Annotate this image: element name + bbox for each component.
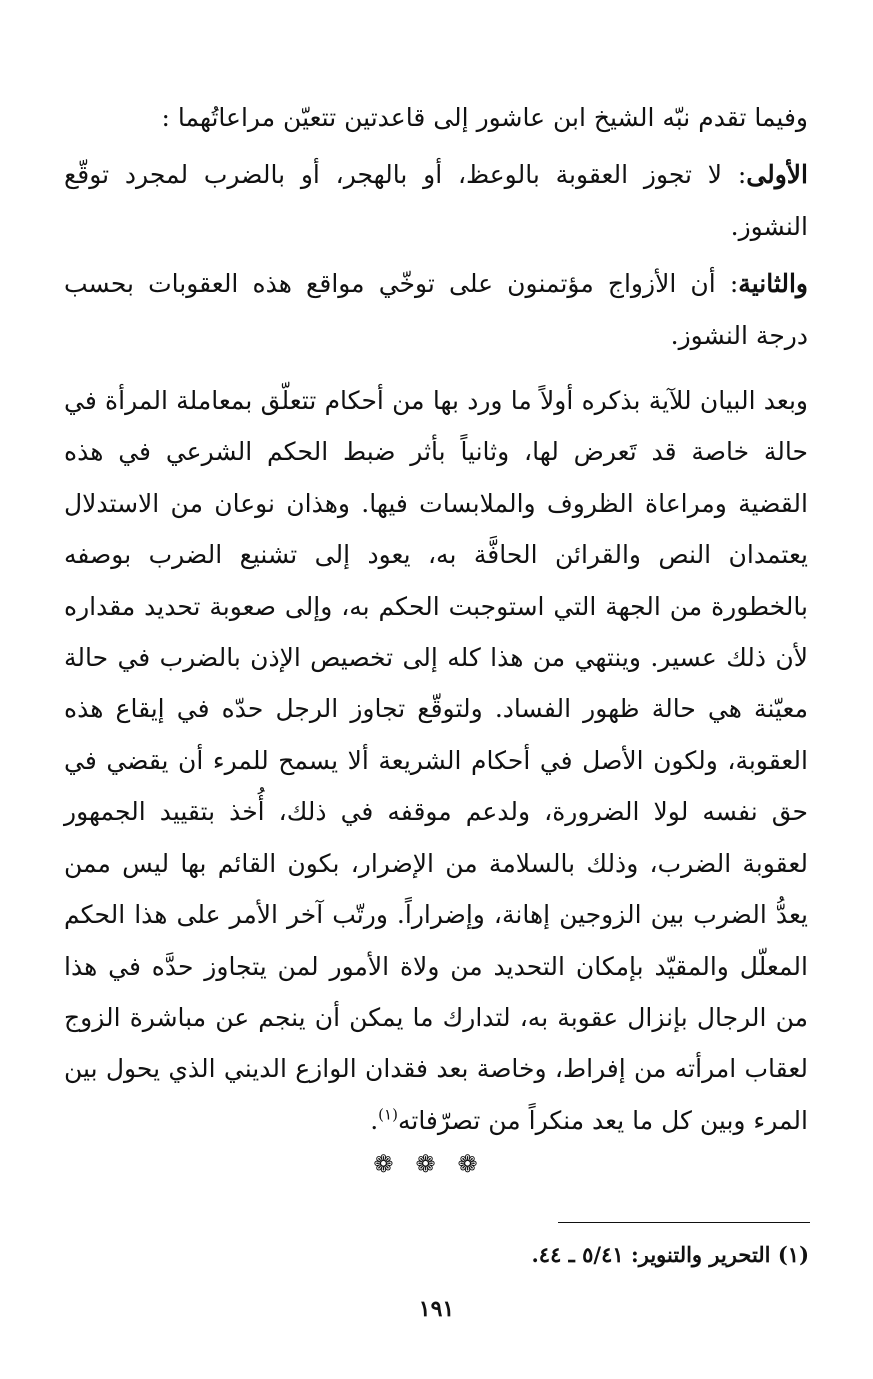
main-paragraph-end: .	[370, 1105, 379, 1135]
footnote-citation: : ٥/٤١ ـ ٤٤.	[531, 1242, 639, 1267]
footnote-divider	[558, 1222, 810, 1223]
flower-ornament-icon: ❁	[457, 1150, 500, 1178]
footnote	[65, 1240, 809, 1270]
footnote-marker: (١)	[777, 1242, 809, 1267]
intro-text: وفيما تقدم نبّه الشيخ ابن عاشور إلى قاعدتين تتعيّن مراعاتُهما :	[161, 103, 808, 132]
second-rule-text: : أن الأزواج مؤتمنون على توخّي مواقع هذه العقوبات بحسب درجة النشوز.	[64, 269, 808, 350]
intro-paragraph	[64, 92, 808, 143]
page-number: ١٩١	[418, 1296, 455, 1322]
footnote-reference[interactable]: (١)	[378, 1105, 398, 1124]
main-paragraph-text: وبعد البيان للآية بذكره أولاً ما ورد بها من أحكام تتعلّق بمعاملة المرأة في حالة خاصة قد تَعرض لها، وثانياً بأثر ضبط الحكم الشرعي في هذه القضية ومراعاة الظروف والملابسات فيها. وهذان نوعان من الاستدلال يعتمدان النص والقرائن الحافَّة به، يعود إلى تشنيع الضرب بوصفه بالخطورة من الجهة التي استوجبت الحكم به، وإلى صعوبة تحديد مقداره لأن ذلك عسير. وينتهي من هذا كله إلى تخصيص الإذن بالضرب في حالة معيّنة هي حالة ظهور الفساد. ولتوقّع تجاوز الرجل حدّه في إيقاع هذه العقوبة، ولكون الأصل في أحكام الشريعة ألا يسمح للمرء أن يقضي في حق نفسه لولا الضرورة، ولدعم موقفه في ذلك، أُخذ بتقييد الجمهور لعقوبة الضرب، وذلك بالسلامة من الإضرار، بكون القائم بها ليس ممن يعدُّ الضرب بين الزوجين إهانة، وإضراراً. ورتّب آخر الأمر على هذا الحكم المعلّل والمقيّد بإمكان التحديد من ولاة الأمور لمن يتجاوز حدَّه في هذا من الرجال بإنزال عقوبة به، لتدارك ما يمكن أن ينجم عن مباشرة الزوج لعقاب امرأته من إفراط، وخاصة بعد فقدان الوازع الديني الذي يحول بين المرء وبين كل ما يعد منكراً من تصرّفاته	[64, 386, 808, 1135]
second-rule-label: والثانية	[738, 269, 808, 299]
first-rule-paragraph	[64, 149, 808, 252]
body-text	[64, 92, 808, 1146]
first-rule-label: الأولى	[746, 160, 808, 190]
footnote-source: التحرير والتنوير	[638, 1242, 771, 1267]
main-paragraph	[64, 375, 808, 1146]
second-rule-paragraph	[64, 258, 808, 361]
flower-ornament-icon: ❁	[415, 1150, 458, 1178]
flower-ornament-icon: ❁	[373, 1150, 416, 1178]
first-rule-text: : لا تجوز العقوبة بالوعظ، أو بالهجر، أو بالضرب لمجرد توقّع النشوز.	[64, 160, 808, 241]
section-ornaments	[0, 1150, 873, 1178]
